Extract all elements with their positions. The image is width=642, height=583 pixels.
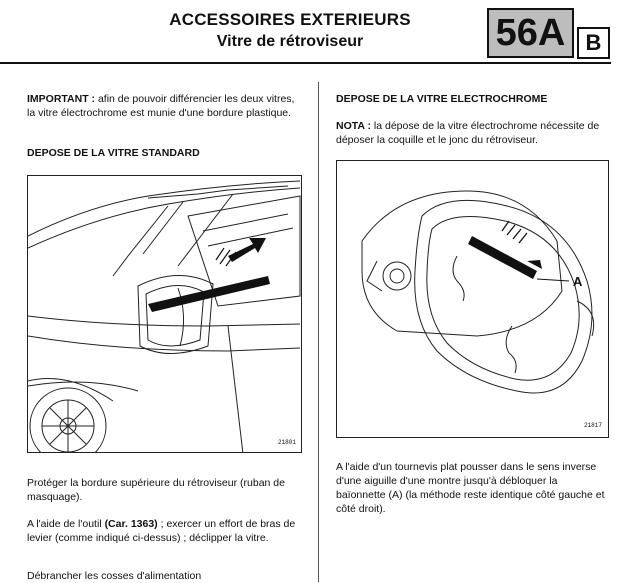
header-rule	[0, 62, 611, 64]
electrochrome-glass-heading: DEPOSE DE LA VITRE ELECTROCHROME	[336, 93, 548, 105]
nota-text: la dépose de la vitre électrochrome nécessite de déposer la coquille et le jonc du rétroviseur.	[336, 120, 600, 146]
callout-a-label: A	[573, 274, 583, 289]
figure-standard-mirror	[27, 175, 302, 453]
figure-reference: 21801	[277, 439, 296, 446]
electrochrome-mirror-illustration	[337, 161, 609, 438]
para2-text-a: A l'aide de l'outil	[27, 518, 105, 530]
important-text: afin de pouvoir différencier les deux vitres, la vitre électrochrome est munie d'une bordure plastique.	[27, 93, 295, 119]
page-title: ACCESSOIRES EXTERIEURS	[169, 10, 411, 29]
figure-reference: 21817	[583, 422, 602, 429]
tool-reference: (Car. 1363)	[104, 518, 158, 530]
column-divider	[318, 82, 319, 582]
standard-glass-heading: DEPOSE DE LA VITRE STANDARD	[27, 147, 200, 159]
right-paragraph-1: A l'aide d'un tournevis plat pousser dans le sens inverse d'une aiguille d'une montre jusqu'à débloquer la baïonnette (A) (la méthode reste identique côté gauche et côté droit).	[336, 461, 605, 515]
standard-mirror-illustration	[28, 176, 302, 453]
left-paragraph-2	[27, 517, 302, 545]
section-code-badge: 56A	[487, 8, 574, 58]
nota-label: NOTA :	[336, 120, 371, 132]
para2-text-b: ; exercer un effort de bras de levier (comme indiqué ci-dessus) ; déclipper la vitre.	[27, 518, 296, 544]
important-note	[27, 92, 302, 120]
page-subtitle: Vitre de rétroviseur	[216, 33, 364, 50]
left-paragraph-1: Protéger la bordure supérieure du rétroviseur (ruban de masquage).	[27, 477, 285, 503]
figure-electrochrome-mirror	[336, 160, 609, 438]
left-paragraph-3: Débrancher les cosses d'alimentation	[27, 570, 202, 582]
page-header	[130, 10, 450, 51]
important-label: IMPORTANT :	[27, 93, 96, 105]
section-letter-badge: B	[577, 27, 610, 59]
nota-note	[336, 119, 611, 147]
